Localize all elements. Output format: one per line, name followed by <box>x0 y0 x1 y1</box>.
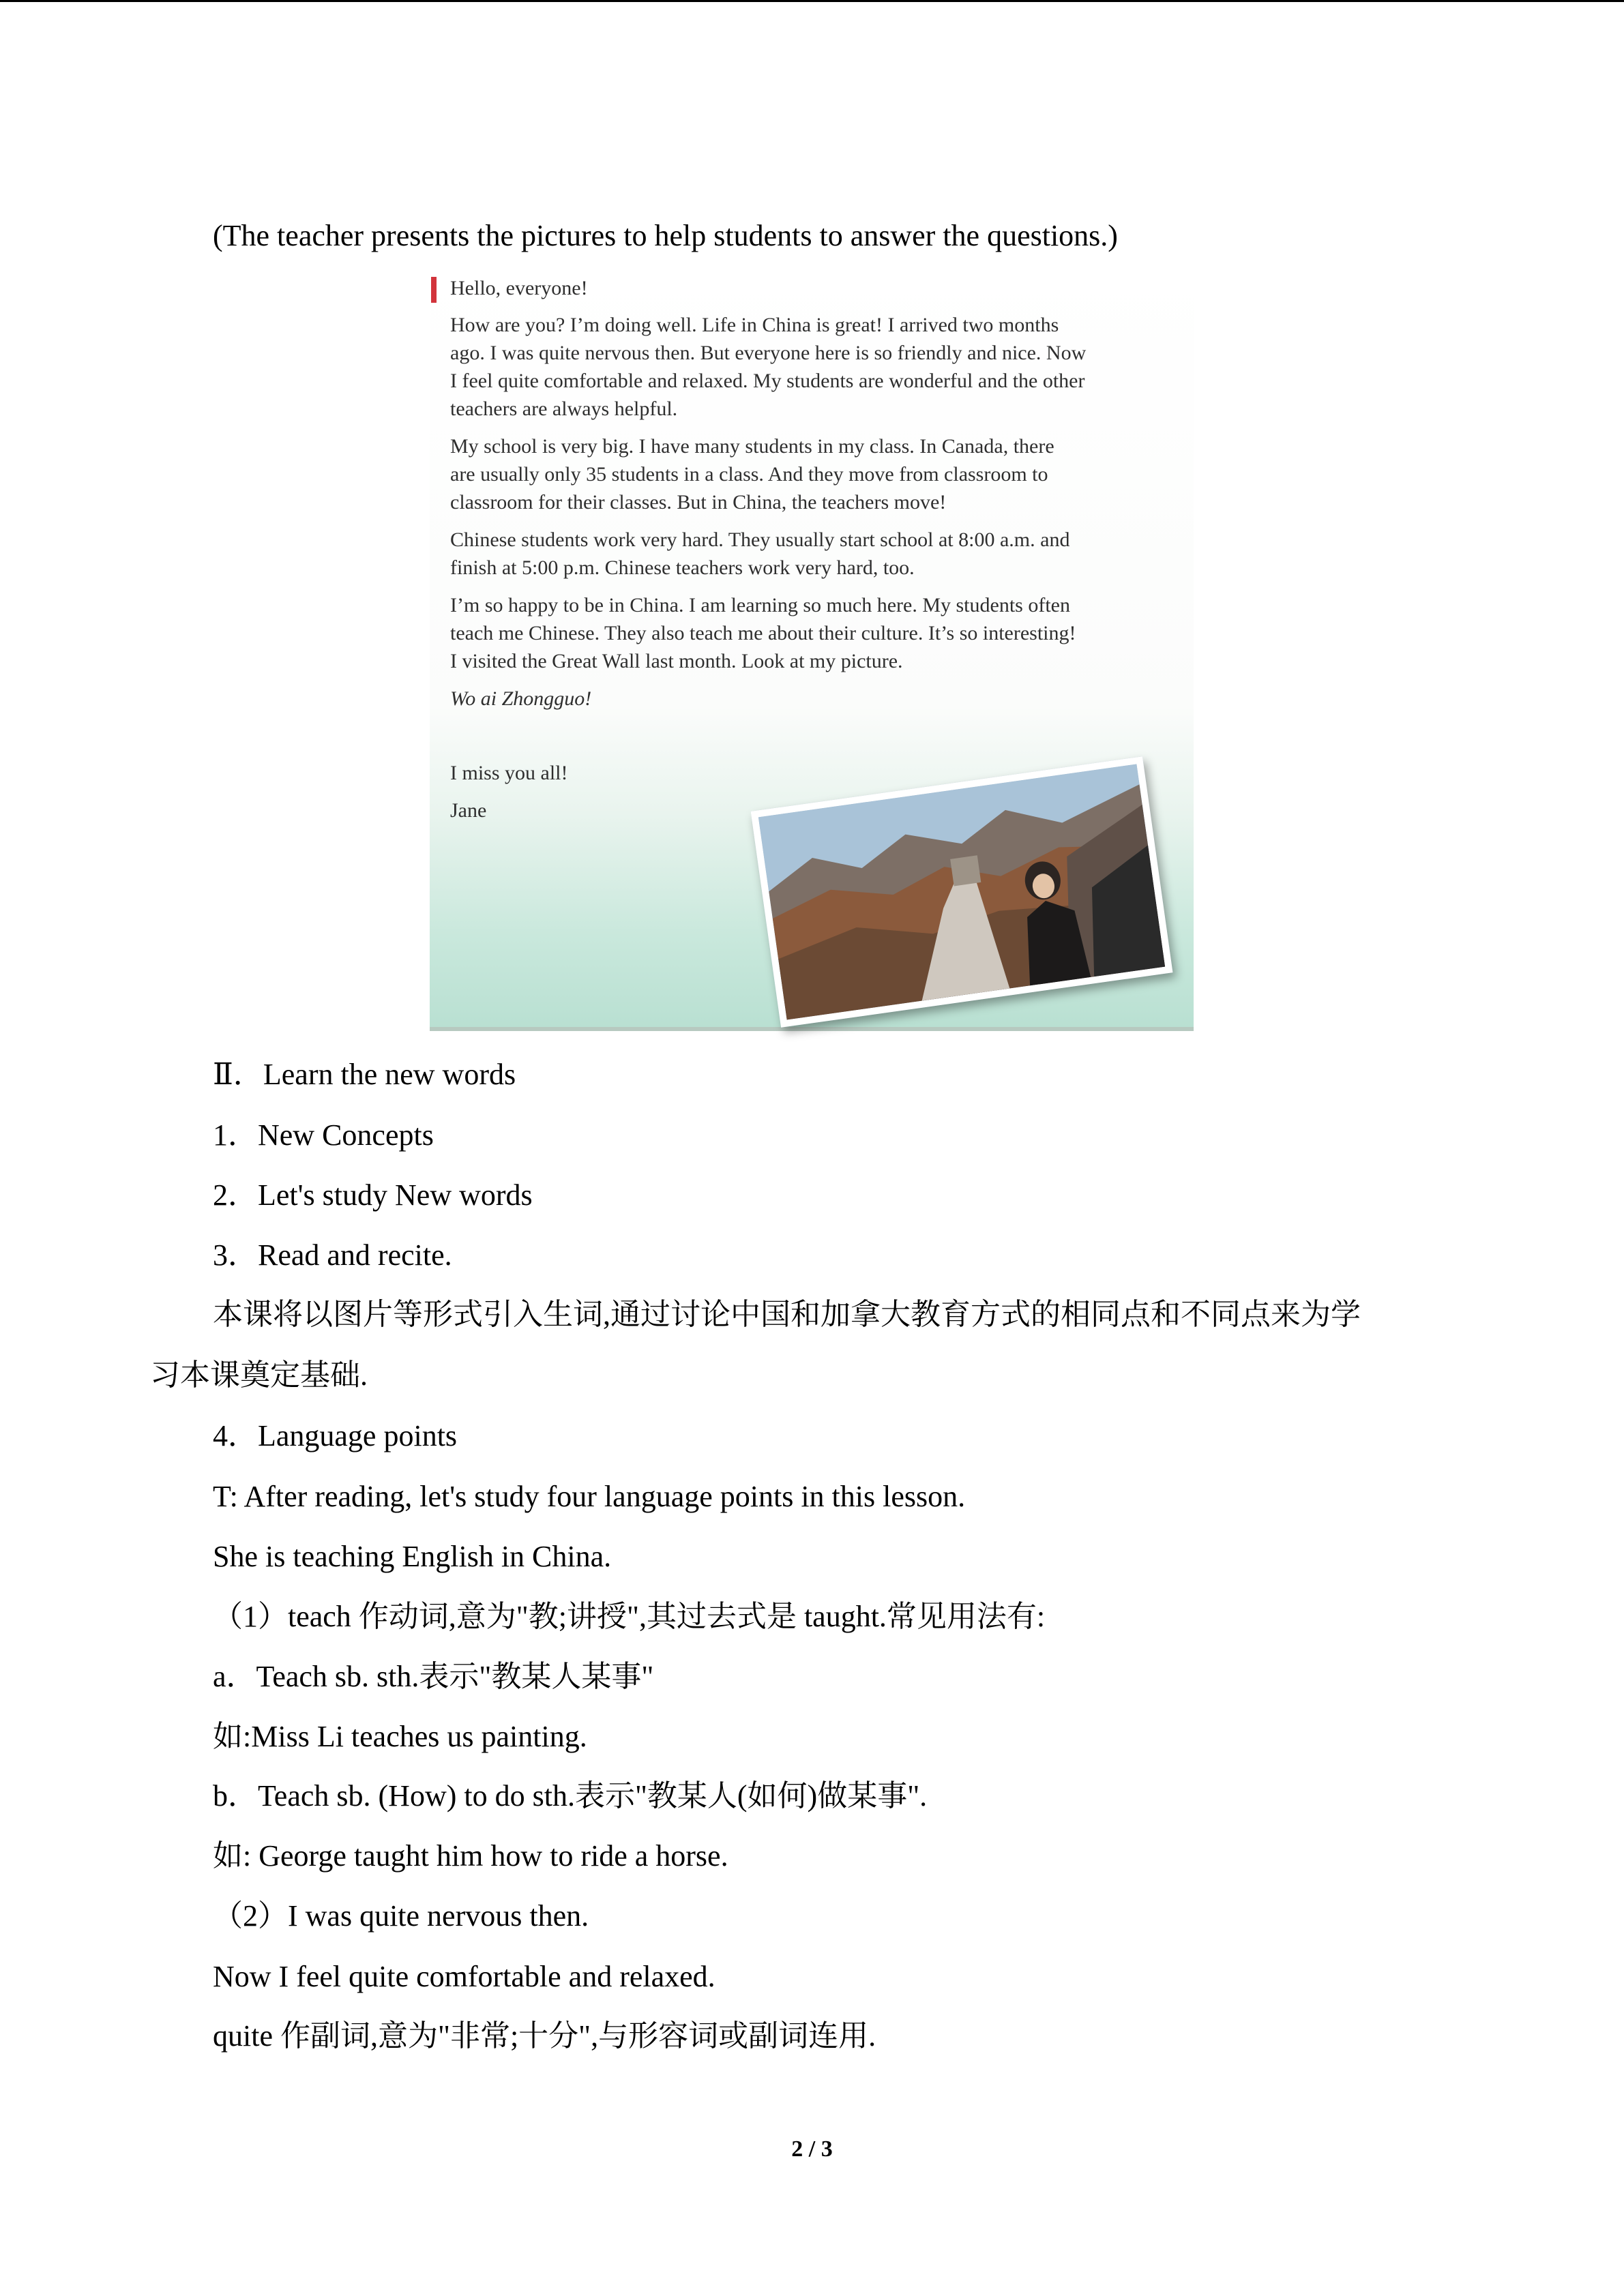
chinese-paragraph-line: 本课将以图片等形式引入生词,通过讨论中国和加拿大教育方式的相同点和不同点来为学 <box>213 1298 1361 1331</box>
letter-figure <box>430 265 1194 1031</box>
letter-line: classroom for their classes. But in China, the teachers move! <box>450 491 947 513</box>
intro-text: (The teacher presents the pictures to help students to answer the questions.) <box>213 219 1118 252</box>
language-point: a．Teach sb. sth.表示"教某人某事" <box>213 1660 654 1693</box>
list-item: 2．Let's study New words <box>213 1178 533 1212</box>
explanation-line: quite 作副词,意为"非常;十分",与形容词或副词连用. <box>213 2019 876 2053</box>
language-point: b．Teach sb. (How) to do sth.表示"教某人(如何)做某事". <box>213 1779 928 1813</box>
example-line: 如: George taught him how to ride a horse. <box>213 1839 728 1873</box>
letter-signature: Jane <box>450 799 487 822</box>
letter-line: finish at 5:00 p.m. Chinese teachers work very hard, too. <box>450 556 915 579</box>
letter-line: My school is very big. I have many students in my class. In Canada, there <box>450 435 1054 458</box>
letter-line: Chinese students work very hard. They usually start school at 8:00 a.m. and <box>450 528 1070 551</box>
letter-line: I’m so happy to be in China. I am learning so much here. My students often <box>450 594 1070 616</box>
section-heading: Ⅱ．Learn the new words <box>213 1058 516 1091</box>
chinese-paragraph-line: 习本课奠定基础. <box>150 1358 368 1392</box>
list-item: 4．Language points <box>213 1419 458 1452</box>
page-number: 2 / 3 <box>791 2136 833 2162</box>
accent-marker <box>431 277 437 303</box>
list-item: 1．New Concepts <box>213 1118 434 1152</box>
letter-line: are usually only 35 students in a class. And they move from classroom to <box>450 463 1048 486</box>
letter-greeting: Hello, everyone! <box>450 277 588 299</box>
letter-line: ago. I was quite nervous then. But everyone here is so friendly and nice. Now <box>450 342 1087 364</box>
letter-line: How are you? I’m doing well. Life in China is great! I arrived two months <box>450 314 1059 336</box>
language-point: （2）I was quite nervous then. <box>213 1899 589 1933</box>
letter-line: teach me Chinese. They also teach me about their culture. It’s so interesting! <box>450 622 1076 644</box>
letter-line: I feel quite comfortable and relaxed. My students are wonderful and the other <box>450 370 1085 392</box>
letter-line: I visited the Great Wall last month. Look at my picture. <box>450 650 903 672</box>
letter-chinese-phrase: Wo ai Zhongguo! <box>450 687 592 710</box>
letter-closing: I miss you all! <box>450 762 568 784</box>
example-line: 如:Miss Li teaches us painting. <box>213 1720 587 1753</box>
letter-line: teachers are always helpful. <box>450 398 678 420</box>
teacher-line: T: After reading, let's study four language points in this lesson. <box>213 1480 966 1513</box>
language-point: （1）teach 作动词,意为"教;讲授",其过去式是 taught.常见用法有: <box>213 1600 1046 1633</box>
example-sentence: She is teaching English in China. <box>213 1540 612 1573</box>
top-border <box>0 0 1624 2</box>
example-line: Now I feel quite comfortable and relaxed. <box>213 1960 715 1993</box>
great-wall-photo <box>751 756 1173 1028</box>
list-item: 3．Read and recite. <box>213 1238 452 1272</box>
